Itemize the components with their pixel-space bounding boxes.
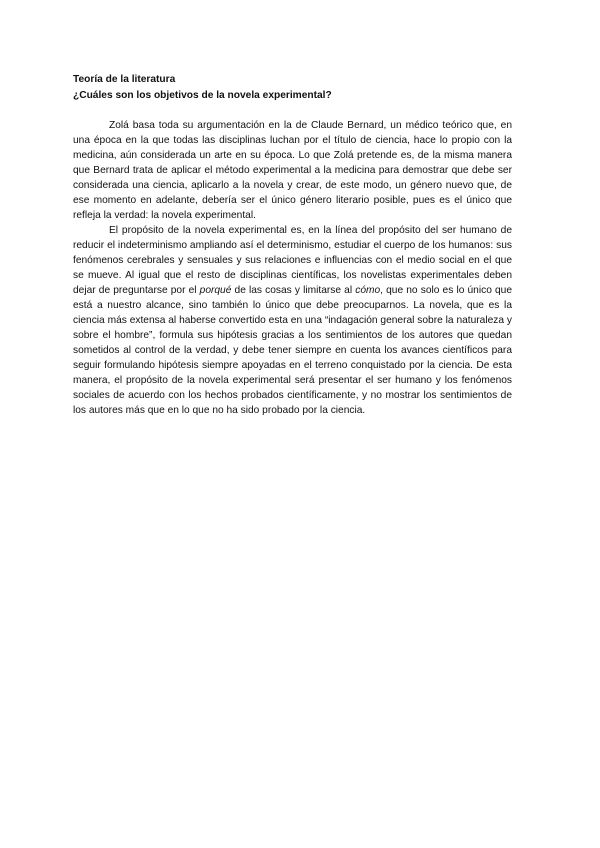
emphasis-porque: porqué bbox=[199, 285, 232, 296]
paragraph-2-part-b: de las cosas y limitarse al bbox=[231, 285, 356, 296]
paragraph-2 bbox=[73, 223, 512, 418]
emphasis-como: cómo bbox=[355, 285, 381, 296]
paragraph-1: Zolá basa toda su argumentación en la de Claude Bernard, un médico teórico que, en una época en la que todas las disciplinas luchan por el título de ciencia, hace lo propio con la medicina, aún considerada un arte en su época. Lo que Zolá pretende es, de la misma manera que Bernard trata de aplicar el método experimental a la medicina para demostrar que debe ser considerada una ciencia, aplicarlo a la novela y crear, de este modo, un género nuevo que, de ese momento en adelante, debería ser el único género literario posible, pues es el único que refleja la verdad: la novela experimental. bbox=[73, 120, 512, 221]
paragraph-2-part-c: , que no solo es lo único que está a nuestro alcance, sino también lo único que debe preocuparnos. La novela, que es la ciencia más extensa al haberse convertido esta en una “indagación general sobre la naturaleza y sobre el hombre”, formula sus hipótesis gracias a los sentimientos de los autores que quedan sometidos al control de la verdad, y debe tener siempre en cuenta los avances científicos para seguir formulando hipótesis siempre apoyadas en el terreno conquistado por la ciencia. De esta manera, el propósito de la novela experimental será presentar el ser humano y los fenómenos sociales de acuerdo con los hechos probados científicamente, y no mostrar los sentimientos de los autores más que en lo que no ha sido probado por la ciencia. bbox=[73, 285, 512, 416]
document-body bbox=[73, 118, 512, 418]
course-title: Teoría de la literatura bbox=[73, 74, 176, 85]
document-header bbox=[73, 72, 512, 104]
question-title: ¿Cuáles son los objetivos de la novela experimental? bbox=[73, 90, 332, 101]
paragraph-2-part-a: El propósito de la novela experimental es, en la línea del propósito del ser humano de reducir el indeterminismo ampliando así el determinismo, estudiar el cuerpo de los humanos: sus fenómenos cerebrales y sensuales y sus relaciones e influencias con el medio social en el que se mueve. Al igual que el resto de disciplinas científicas, los novelistas experimentales deben dejar de preguntarse por el bbox=[73, 225, 512, 296]
